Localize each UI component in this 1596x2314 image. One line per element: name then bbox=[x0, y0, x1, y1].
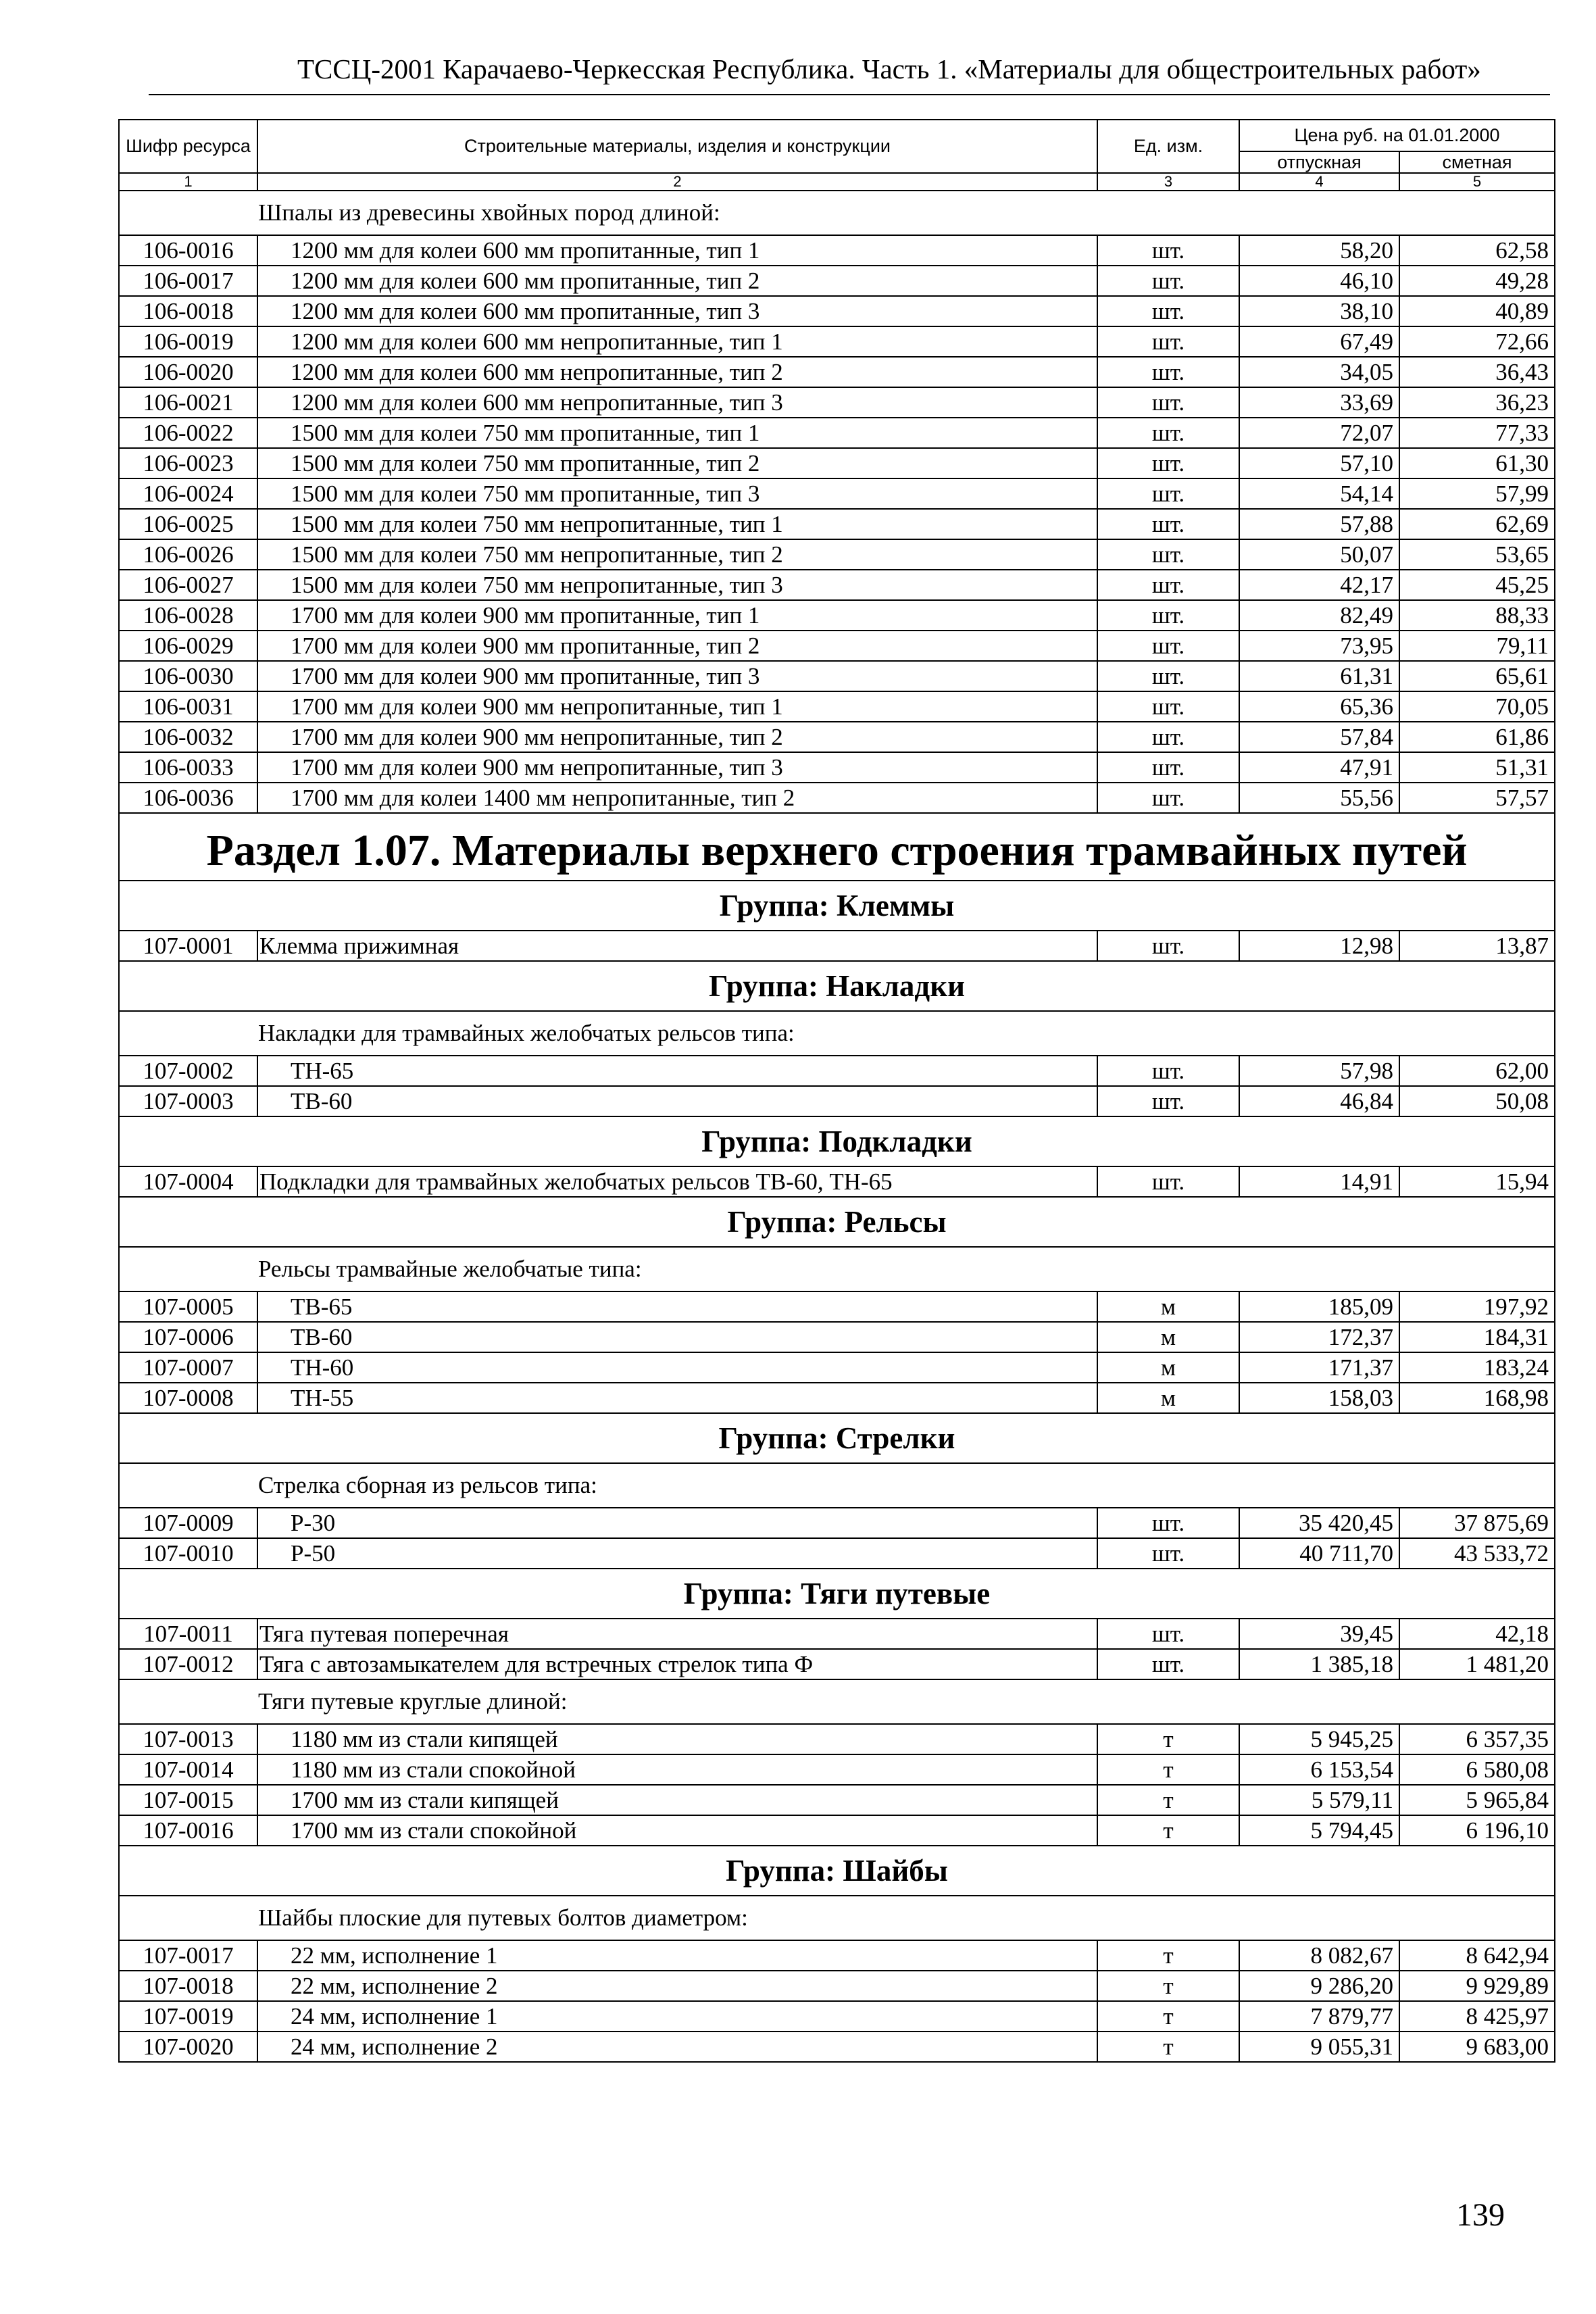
material-name-cell: 1500 мм для колеи 750 мм непропитанные, тип 2 bbox=[257, 539, 1097, 570]
resource-code-cell: 106-0022 bbox=[119, 418, 257, 448]
estimate-price-cell: 15,94 bbox=[1399, 1166, 1555, 1197]
resource-code-cell: 106-0024 bbox=[119, 478, 257, 509]
description-text: Шайбы плоские для путевых болтов диаметром: bbox=[119, 1896, 1555, 1940]
unit-cell: шт. bbox=[1097, 509, 1239, 539]
estimate-price-cell: 5 965,84 bbox=[1399, 1785, 1555, 1815]
unit-cell: шт. bbox=[1097, 691, 1239, 722]
unit-cell: шт. bbox=[1097, 722, 1239, 752]
release-price-cell: 12,98 bbox=[1239, 931, 1399, 961]
estimate-price-cell: 6 580,08 bbox=[1399, 1754, 1555, 1785]
col-header-price-release: отпускная bbox=[1239, 151, 1399, 173]
unit-cell: шт. bbox=[1097, 1649, 1239, 1679]
estimate-price-cell: 9 683,00 bbox=[1399, 2032, 1555, 2062]
description-text: Тяги путевые круглые длиной: bbox=[119, 1679, 1555, 1724]
description-row bbox=[119, 1463, 1555, 1508]
description-row bbox=[119, 191, 1555, 235]
estimate-price-cell: 70,05 bbox=[1399, 691, 1555, 722]
col-header-price: Цена руб. на 01.01.2000 bbox=[1239, 120, 1555, 151]
group-row bbox=[119, 1413, 1555, 1463]
material-name-cell: 1700 мм для колеи 900 мм пропитанные, тип 3 bbox=[257, 661, 1097, 691]
release-price-cell: 34,05 bbox=[1239, 357, 1399, 387]
material-name-cell: Клемма прижимная bbox=[257, 931, 1097, 961]
table-row bbox=[119, 1754, 1555, 1785]
unit-cell: т bbox=[1097, 1940, 1239, 1971]
unit-cell: м bbox=[1097, 1291, 1239, 1322]
unit-cell: шт. bbox=[1097, 1086, 1239, 1116]
unit-cell: шт. bbox=[1097, 1056, 1239, 1086]
unit-cell: шт. bbox=[1097, 418, 1239, 448]
estimate-price-cell: 42,18 bbox=[1399, 1619, 1555, 1649]
description-text: Стрелка сборная из рельсов типа: bbox=[119, 1463, 1555, 1508]
unit-cell: шт. bbox=[1097, 570, 1239, 600]
estimate-price-cell: 72,66 bbox=[1399, 326, 1555, 357]
estimate-price-cell: 49,28 bbox=[1399, 266, 1555, 296]
material-name-cell: 1200 мм для колеи 600 мм непропитанные, тип 3 bbox=[257, 387, 1097, 418]
price-table-wrap bbox=[118, 119, 1554, 2063]
group-title: Группа: Накладки bbox=[119, 961, 1555, 1011]
unit-cell: шт. bbox=[1097, 235, 1239, 266]
description-text: Рельсы трамвайные желобчатые типа: bbox=[119, 1247, 1555, 1291]
material-name-cell: 1200 мм для колеи 600 мм пропитанные, тип 3 bbox=[257, 296, 1097, 326]
table-row bbox=[119, 600, 1555, 631]
table-row bbox=[119, 1322, 1555, 1352]
material-name-cell: 1700 мм для колеи 900 мм пропитанные, тип 1 bbox=[257, 600, 1097, 631]
table-row bbox=[119, 1815, 1555, 1846]
unit-cell: шт. bbox=[1097, 661, 1239, 691]
group-title: Группа: Стрелки bbox=[119, 1413, 1555, 1463]
resource-code-cell: 107-0006 bbox=[119, 1322, 257, 1352]
material-name-cell: 24 мм, исполнение 2 bbox=[257, 2032, 1097, 2062]
resource-code-cell: 107-0009 bbox=[119, 1508, 257, 1538]
table-row bbox=[119, 509, 1555, 539]
table-row bbox=[119, 783, 1555, 813]
group-title: Группа: Рельсы bbox=[119, 1197, 1555, 1247]
description-row bbox=[119, 1896, 1555, 1940]
release-price-cell: 58,20 bbox=[1239, 235, 1399, 266]
estimate-price-cell: 79,11 bbox=[1399, 631, 1555, 661]
table-row bbox=[119, 1383, 1555, 1413]
group-row bbox=[119, 1569, 1555, 1619]
estimate-price-cell: 53,65 bbox=[1399, 539, 1555, 570]
resource-code-cell: 107-0012 bbox=[119, 1649, 257, 1679]
table-row bbox=[119, 296, 1555, 326]
estimate-price-cell: 184,31 bbox=[1399, 1322, 1555, 1352]
table-row bbox=[119, 722, 1555, 752]
description-text: Шпалы из древесины хвойных пород длиной: bbox=[119, 191, 1555, 235]
release-price-cell: 39,45 bbox=[1239, 1619, 1399, 1649]
material-name-cell: 1700 мм для колеи 900 мм непропитанные, тип 2 bbox=[257, 722, 1097, 752]
unit-cell: шт. bbox=[1097, 1508, 1239, 1538]
resource-code-cell: 107-0004 bbox=[119, 1166, 257, 1197]
table-row bbox=[119, 235, 1555, 266]
material-name-cell: ТН-55 bbox=[257, 1383, 1097, 1413]
release-price-cell: 65,36 bbox=[1239, 691, 1399, 722]
release-price-cell: 57,88 bbox=[1239, 509, 1399, 539]
estimate-price-cell: 36,43 bbox=[1399, 357, 1555, 387]
col-header-unit: Ед. изм. bbox=[1097, 120, 1239, 173]
section-title: Раздел 1.07. Материалы верхнего строения трамвайных путей bbox=[119, 813, 1555, 881]
material-name-cell: ТН-65 bbox=[257, 1056, 1097, 1086]
unit-cell: шт. bbox=[1097, 326, 1239, 357]
material-name-cell: Р-30 bbox=[257, 1508, 1097, 1538]
group-title: Группа: Клеммы bbox=[119, 881, 1555, 931]
resource-code-cell: 106-0028 bbox=[119, 600, 257, 631]
table-row bbox=[119, 631, 1555, 661]
resource-code-cell: 107-0013 bbox=[119, 1724, 257, 1754]
release-price-cell: 158,03 bbox=[1239, 1383, 1399, 1413]
release-price-cell: 46,84 bbox=[1239, 1086, 1399, 1116]
material-name-cell: 22 мм, исполнение 1 bbox=[257, 1940, 1097, 1971]
estimate-price-cell: 61,86 bbox=[1399, 722, 1555, 752]
material-name-cell: 1180 мм из стали кипящей bbox=[257, 1724, 1097, 1754]
table-row bbox=[119, 1508, 1555, 1538]
estimate-price-cell: 62,58 bbox=[1399, 235, 1555, 266]
release-price-cell: 9 286,20 bbox=[1239, 1971, 1399, 2001]
resource-code-cell: 106-0030 bbox=[119, 661, 257, 691]
release-price-cell: 73,95 bbox=[1239, 631, 1399, 661]
material-name-cell: 1200 мм для колеи 600 мм пропитанные, тип 2 bbox=[257, 266, 1097, 296]
table-row bbox=[119, 448, 1555, 478]
resource-code-cell: 107-0003 bbox=[119, 1086, 257, 1116]
table-row bbox=[119, 1538, 1555, 1569]
estimate-price-cell: 183,24 bbox=[1399, 1352, 1555, 1383]
material-name-cell: ТВ-65 bbox=[257, 1291, 1097, 1322]
unit-cell: шт. bbox=[1097, 631, 1239, 661]
table-row bbox=[119, 357, 1555, 387]
resource-code-cell: 106-0020 bbox=[119, 357, 257, 387]
col-header-price-estimate: сметная bbox=[1399, 151, 1555, 173]
release-price-cell: 61,31 bbox=[1239, 661, 1399, 691]
unit-cell: м bbox=[1097, 1322, 1239, 1352]
unit-cell: шт. bbox=[1097, 448, 1239, 478]
release-price-cell: 5 579,11 bbox=[1239, 1785, 1399, 1815]
table-row bbox=[119, 1649, 1555, 1679]
resource-code-cell: 106-0021 bbox=[119, 387, 257, 418]
material-name-cell: 24 мм, исполнение 1 bbox=[257, 2001, 1097, 2032]
material-name-cell: 1700 мм для колеи 900 мм непропитанные, тип 1 bbox=[257, 691, 1097, 722]
material-name-cell: 1500 мм для колеи 750 мм непропитанные, тип 1 bbox=[257, 509, 1097, 539]
resource-code-cell: 106-0016 bbox=[119, 235, 257, 266]
estimate-price-cell: 77,33 bbox=[1399, 418, 1555, 448]
page-header: ТССЦ-2001 Карачаево-Черкесская Республика. Часть 1. «Материалы для общестроительных работ» bbox=[297, 53, 1481, 84]
resource-code-cell: 107-0007 bbox=[119, 1352, 257, 1383]
table-row bbox=[119, 691, 1555, 722]
release-price-cell: 50,07 bbox=[1239, 539, 1399, 570]
resource-code-cell: 107-0001 bbox=[119, 931, 257, 961]
estimate-price-cell: 45,25 bbox=[1399, 570, 1555, 600]
unit-cell: шт. bbox=[1097, 931, 1239, 961]
release-price-cell: 9 055,31 bbox=[1239, 2032, 1399, 2062]
material-name-cell: ТН-60 bbox=[257, 1352, 1097, 1383]
estimate-price-cell: 37 875,69 bbox=[1399, 1508, 1555, 1538]
release-price-cell: 42,17 bbox=[1239, 570, 1399, 600]
estimate-price-cell: 8 425,97 bbox=[1399, 2001, 1555, 2032]
resource-code-cell: 106-0025 bbox=[119, 509, 257, 539]
unit-cell: шт. bbox=[1097, 600, 1239, 631]
release-price-cell: 5 794,45 bbox=[1239, 1815, 1399, 1846]
resource-code-cell: 106-0036 bbox=[119, 783, 257, 813]
material-name-cell: 1700 мм из стали спокойной bbox=[257, 1815, 1097, 1846]
price-table bbox=[118, 119, 1555, 2063]
release-price-cell: 82,49 bbox=[1239, 600, 1399, 631]
release-price-cell: 7 879,77 bbox=[1239, 2001, 1399, 2032]
table-row bbox=[119, 266, 1555, 296]
table-row bbox=[119, 1086, 1555, 1116]
col-number-4: 4 bbox=[1239, 173, 1399, 191]
release-price-cell: 72,07 bbox=[1239, 418, 1399, 448]
release-price-cell: 57,84 bbox=[1239, 722, 1399, 752]
group-row bbox=[119, 1846, 1555, 1896]
resource-code-cell: 106-0017 bbox=[119, 266, 257, 296]
estimate-price-cell: 1 481,20 bbox=[1399, 1649, 1555, 1679]
release-price-cell: 14,91 bbox=[1239, 1166, 1399, 1197]
release-price-cell: 67,49 bbox=[1239, 326, 1399, 357]
description-text: Накладки для трамвайных желобчатых рельсов типа: bbox=[119, 1011, 1555, 1056]
description-row bbox=[119, 1247, 1555, 1291]
col-header-code: Шифр ресурса bbox=[119, 120, 257, 173]
unit-cell: шт. bbox=[1097, 783, 1239, 813]
table-row bbox=[119, 387, 1555, 418]
table-row bbox=[119, 478, 1555, 509]
material-name-cell: 1500 мм для колеи 750 мм пропитанные, тип 1 bbox=[257, 418, 1097, 448]
material-name-cell: 1700 мм для колеи 1400 мм непропитанные, тип 2 bbox=[257, 783, 1097, 813]
release-price-cell: 46,10 bbox=[1239, 266, 1399, 296]
page-number: 139 bbox=[1456, 2197, 1505, 2233]
table-row bbox=[119, 539, 1555, 570]
material-name-cell: ТВ-60 bbox=[257, 1086, 1097, 1116]
estimate-price-cell: 88,33 bbox=[1399, 600, 1555, 631]
table-row bbox=[119, 2001, 1555, 2032]
table-row bbox=[119, 1971, 1555, 2001]
group-title: Группа: Тяги путевые bbox=[119, 1569, 1555, 1619]
table-row bbox=[119, 661, 1555, 691]
resource-code-cell: 107-0011 bbox=[119, 1619, 257, 1649]
group-title: Группа: Шайбы bbox=[119, 1846, 1555, 1896]
table-row bbox=[119, 1724, 1555, 1754]
table-row bbox=[119, 326, 1555, 357]
table-row bbox=[119, 1619, 1555, 1649]
release-price-cell: 6 153,54 bbox=[1239, 1754, 1399, 1785]
table-row bbox=[119, 1056, 1555, 1086]
release-price-cell: 40 711,70 bbox=[1239, 1538, 1399, 1569]
estimate-price-cell: 43 533,72 bbox=[1399, 1538, 1555, 1569]
release-price-cell: 47,91 bbox=[1239, 752, 1399, 783]
resource-code-cell: 107-0018 bbox=[119, 1971, 257, 2001]
material-name-cell: Подкладки для трамвайных желобчатых рельсов ТВ-60, ТН-65 bbox=[257, 1166, 1097, 1197]
table-row bbox=[119, 418, 1555, 448]
resource-code-cell: 107-0005 bbox=[119, 1291, 257, 1322]
material-name-cell: Тяга путевая поперечная bbox=[257, 1619, 1097, 1649]
resource-code-cell: 107-0008 bbox=[119, 1383, 257, 1413]
group-title: Группа: Подкладки bbox=[119, 1116, 1555, 1166]
estimate-price-cell: 36,23 bbox=[1399, 387, 1555, 418]
release-price-cell: 57,98 bbox=[1239, 1056, 1399, 1086]
estimate-price-cell: 197,92 bbox=[1399, 1291, 1555, 1322]
unit-cell: т bbox=[1097, 2032, 1239, 2062]
resource-code-cell: 107-0014 bbox=[119, 1754, 257, 1785]
material-name-cell: 1500 мм для колеи 750 мм пропитанные, тип 2 bbox=[257, 448, 1097, 478]
estimate-price-cell: 61,30 bbox=[1399, 448, 1555, 478]
description-row bbox=[119, 1011, 1555, 1056]
material-name-cell: 1700 мм для колеи 900 мм непропитанные, тип 3 bbox=[257, 752, 1097, 783]
estimate-price-cell: 57,99 bbox=[1399, 478, 1555, 509]
table-row bbox=[119, 570, 1555, 600]
estimate-price-cell: 9 929,89 bbox=[1399, 1971, 1555, 2001]
resource-code-cell: 106-0029 bbox=[119, 631, 257, 661]
release-price-cell: 54,14 bbox=[1239, 478, 1399, 509]
resource-code-cell: 107-0016 bbox=[119, 1815, 257, 1846]
header-rule bbox=[149, 94, 1550, 95]
unit-cell: шт. bbox=[1097, 266, 1239, 296]
col-number-3: 3 bbox=[1097, 173, 1239, 191]
table-row bbox=[119, 1291, 1555, 1322]
material-name-cell: 22 мм, исполнение 2 bbox=[257, 1971, 1097, 2001]
table-row bbox=[119, 752, 1555, 783]
estimate-price-cell: 40,89 bbox=[1399, 296, 1555, 326]
resource-code-cell: 107-0002 bbox=[119, 1056, 257, 1086]
unit-cell: шт. bbox=[1097, 478, 1239, 509]
release-price-cell: 33,69 bbox=[1239, 387, 1399, 418]
material-name-cell: 1180 мм из стали спокойной bbox=[257, 1754, 1097, 1785]
material-name-cell: 1500 мм для колеи 750 мм пропитанные, тип 3 bbox=[257, 478, 1097, 509]
unit-cell: шт. bbox=[1097, 387, 1239, 418]
material-name-cell: 1500 мм для колеи 750 мм непропитанные, тип 3 bbox=[257, 570, 1097, 600]
release-price-cell: 185,09 bbox=[1239, 1291, 1399, 1322]
resource-code-cell: 106-0031 bbox=[119, 691, 257, 722]
release-price-cell: 38,10 bbox=[1239, 296, 1399, 326]
resource-code-cell: 106-0019 bbox=[119, 326, 257, 357]
table-row bbox=[119, 1352, 1555, 1383]
unit-cell: шт. bbox=[1097, 1538, 1239, 1569]
material-name-cell: ТВ-60 bbox=[257, 1322, 1097, 1352]
group-row bbox=[119, 1116, 1555, 1166]
release-price-cell: 171,37 bbox=[1239, 1352, 1399, 1383]
release-price-cell: 55,56 bbox=[1239, 783, 1399, 813]
unit-cell: т bbox=[1097, 1785, 1239, 1815]
material-name-cell: 1700 мм из стали кипящей bbox=[257, 1785, 1097, 1815]
resource-code-cell: 106-0023 bbox=[119, 448, 257, 478]
material-name-cell: 1200 мм для колеи 600 мм непропитанные, тип 1 bbox=[257, 326, 1097, 357]
estimate-price-cell: 65,61 bbox=[1399, 661, 1555, 691]
table-row bbox=[119, 1940, 1555, 1971]
table-row bbox=[119, 1166, 1555, 1197]
section-row bbox=[119, 813, 1555, 881]
unit-cell: шт. bbox=[1097, 296, 1239, 326]
table-row bbox=[119, 931, 1555, 961]
estimate-price-cell: 6 357,35 bbox=[1399, 1724, 1555, 1754]
estimate-price-cell: 50,08 bbox=[1399, 1086, 1555, 1116]
unit-cell: т bbox=[1097, 1971, 1239, 2001]
table-row bbox=[119, 1785, 1555, 1815]
estimate-price-cell: 62,69 bbox=[1399, 509, 1555, 539]
unit-cell: шт. bbox=[1097, 752, 1239, 783]
resource-code-cell: 106-0033 bbox=[119, 752, 257, 783]
release-price-cell: 8 082,67 bbox=[1239, 1940, 1399, 1971]
group-row bbox=[119, 961, 1555, 1011]
unit-cell: шт. bbox=[1097, 539, 1239, 570]
resource-code-cell: 106-0032 bbox=[119, 722, 257, 752]
col-number-2: 2 bbox=[257, 173, 1097, 191]
col-number-5: 5 bbox=[1399, 173, 1555, 191]
unit-cell: т bbox=[1097, 1754, 1239, 1785]
estimate-price-cell: 57,57 bbox=[1399, 783, 1555, 813]
material-name-cell: 1200 мм для колеи 600 мм непропитанные, тип 2 bbox=[257, 357, 1097, 387]
unit-cell: шт. bbox=[1097, 1619, 1239, 1649]
resource-code-cell: 107-0019 bbox=[119, 2001, 257, 2032]
resource-code-cell: 106-0018 bbox=[119, 296, 257, 326]
release-price-cell: 172,37 bbox=[1239, 1322, 1399, 1352]
release-price-cell: 5 945,25 bbox=[1239, 1724, 1399, 1754]
table-row bbox=[119, 2032, 1555, 2062]
resource-code-cell: 106-0026 bbox=[119, 539, 257, 570]
material-name-cell: 1200 мм для колеи 600 мм пропитанные, тип 1 bbox=[257, 235, 1097, 266]
unit-cell: м bbox=[1097, 1352, 1239, 1383]
estimate-price-cell: 13,87 bbox=[1399, 931, 1555, 961]
unit-cell: шт. bbox=[1097, 357, 1239, 387]
group-row bbox=[119, 1197, 1555, 1247]
release-price-cell: 57,10 bbox=[1239, 448, 1399, 478]
resource-code-cell: 107-0017 bbox=[119, 1940, 257, 1971]
group-row bbox=[119, 881, 1555, 931]
resource-code-cell: 107-0010 bbox=[119, 1538, 257, 1569]
unit-cell: т bbox=[1097, 1724, 1239, 1754]
estimate-price-cell: 62,00 bbox=[1399, 1056, 1555, 1086]
material-name-cell: Тяга с автозамыкателем для встречных стрелок типа Ф bbox=[257, 1649, 1097, 1679]
unit-cell: т bbox=[1097, 2001, 1239, 2032]
description-row bbox=[119, 1679, 1555, 1724]
unit-cell: т bbox=[1097, 1815, 1239, 1846]
estimate-price-cell: 6 196,10 bbox=[1399, 1815, 1555, 1846]
release-price-cell: 1 385,18 bbox=[1239, 1649, 1399, 1679]
col-header-name: Строительные материалы, изделия и конструкции bbox=[257, 120, 1097, 173]
unit-cell: м bbox=[1097, 1383, 1239, 1413]
estimate-price-cell: 51,31 bbox=[1399, 752, 1555, 783]
release-price-cell: 35 420,45 bbox=[1239, 1508, 1399, 1538]
resource-code-cell: 106-0027 bbox=[119, 570, 257, 600]
estimate-price-cell: 8 642,94 bbox=[1399, 1940, 1555, 1971]
estimate-price-cell: 168,98 bbox=[1399, 1383, 1555, 1413]
material-name-cell: Р-50 bbox=[257, 1538, 1097, 1569]
material-name-cell: 1700 мм для колеи 900 мм пропитанные, тип 2 bbox=[257, 631, 1097, 661]
resource-code-cell: 107-0015 bbox=[119, 1785, 257, 1815]
table-body bbox=[119, 191, 1555, 2062]
resource-code-cell: 107-0020 bbox=[119, 2032, 257, 2062]
unit-cell: шт. bbox=[1097, 1166, 1239, 1197]
col-number-1: 1 bbox=[119, 173, 257, 191]
